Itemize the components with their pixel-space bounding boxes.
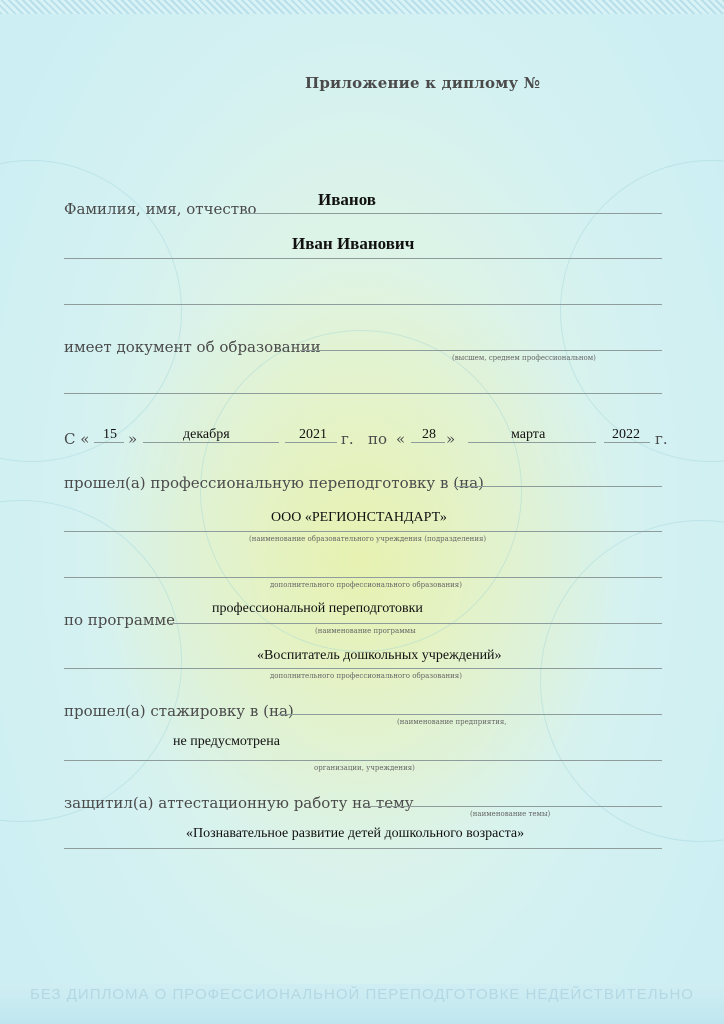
- education-level-line: [300, 350, 662, 351]
- guilloche-ornament-right-lower: [540, 520, 724, 842]
- additional-edu-hint-2: дополнительного профессионального образования): [270, 672, 462, 680]
- organization-value: ООО «РЕГИОНСТАНДАРТ»: [271, 510, 447, 525]
- institution-hint: (наименование образовательного учреждения (подразделения): [249, 535, 487, 543]
- program-name-hint: (наименование программы: [315, 627, 416, 635]
- fio-line-1: [242, 213, 662, 214]
- internship-line-2: [64, 760, 662, 761]
- footer-watermark: БЕЗ ДИПЛОМА О ПРОФЕССИОНАЛЬНОЙ ПЕРЕПОДГОТОВКЕ НЕДЕЙСТВИТЕЛЬНО: [30, 986, 694, 1003]
- end-day-close-quote: »: [446, 430, 456, 448]
- additional-edu-hint-1: дополнительного профессионального образования): [270, 581, 462, 589]
- name-patronymic-value: Иван Иванович: [292, 234, 415, 253]
- top-guilloche-border: [0, 0, 724, 14]
- topic-line-1: [364, 806, 662, 807]
- program-type-line: [170, 623, 662, 624]
- start-day-close-quote: »: [128, 430, 138, 448]
- retraining-label: прошел(а) профессиональную переподготовку в (на): [64, 474, 484, 492]
- end-month-value: марта: [511, 427, 546, 442]
- fio-label: Фамилия, имя, отчество: [64, 200, 257, 218]
- education-level-hint: (высшем, среднем профессиональном): [452, 354, 596, 362]
- fio-line-3: [64, 304, 662, 305]
- education-extra-line: [64, 393, 662, 394]
- organization-line: [64, 531, 662, 532]
- enterprise-hint: (наименование предприятия,: [397, 718, 507, 726]
- guilloche-ornament-right: [560, 160, 724, 462]
- retraining-line: [454, 486, 662, 487]
- topic-hint: (наименование темы): [470, 810, 551, 818]
- start-year-value: 2021: [299, 427, 327, 442]
- end-year-suffix: г.: [655, 430, 668, 448]
- guilloche-ornament-left-lower: [0, 500, 182, 822]
- topic-value: «Познавательное развитие детей дошкольного возраста»: [186, 826, 525, 841]
- internship-label: прошел(а) стажировку в (на): [64, 702, 294, 720]
- program-name-value: «Воспитатель дошкольных учреждений»: [257, 648, 502, 663]
- start-month-value: декабря: [183, 427, 230, 442]
- end-day-open-quote: «: [396, 430, 406, 448]
- defended-label: защитил(а) аттестационную работу на тему: [64, 794, 414, 812]
- program-name-line: [64, 668, 662, 669]
- topic-line-2: [64, 848, 662, 849]
- to-label: по: [368, 430, 388, 448]
- end-year-value: 2022: [612, 427, 640, 442]
- end-day-value: 28: [422, 427, 436, 442]
- program-label: по программе: [64, 611, 176, 629]
- has-document-label: имеет документ об образовании: [64, 338, 321, 356]
- organization-hint: организации, учреждения): [314, 764, 415, 772]
- internship-value: не предусмотрена: [173, 734, 280, 749]
- internship-line-1: [278, 714, 662, 715]
- start-day-value: 15: [103, 427, 117, 442]
- surname-value: Иванов: [318, 190, 376, 209]
- page-title: Приложение к диплому №: [305, 74, 541, 92]
- from-label: С «: [64, 430, 90, 448]
- program-type-value: профессиональной переподготовки: [212, 601, 423, 616]
- start-year-suffix: г.: [341, 430, 354, 448]
- additional-edu-line-1: [64, 577, 662, 578]
- fio-line-2: [64, 258, 662, 259]
